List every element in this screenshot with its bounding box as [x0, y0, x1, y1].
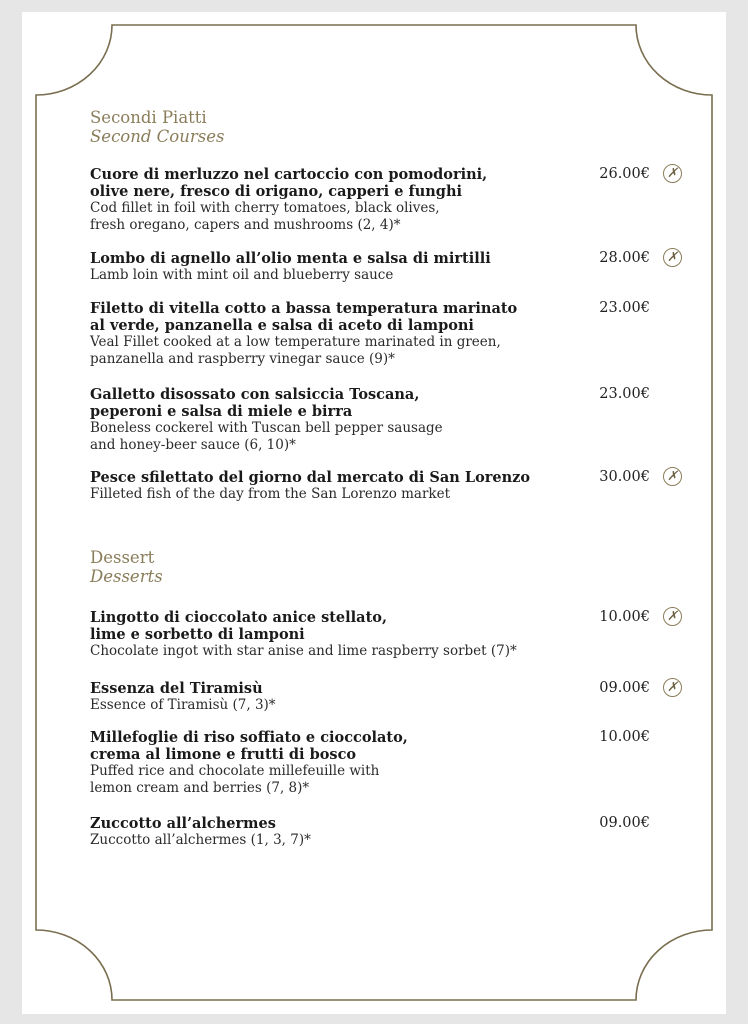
item-name: Pesce sfilettato del giorno dal mercato di San Lorenzo	[90, 469, 531, 486]
item-price: 09.00€	[599, 680, 650, 696]
item-description: and honey-beer sauce (6, 10)*	[90, 437, 296, 453]
item-name: Millefoglie di riso soffiato e cioccolato,	[90, 729, 408, 746]
item-description: lemon cream and berries (7, 8)*	[90, 780, 310, 796]
section-subtitle: Second Courses	[90, 127, 225, 146]
item-name: Galletto disossato con salsiccia Toscana,	[90, 386, 420, 403]
item-name: Lingotto di cioccolato anice stellato,	[90, 609, 387, 626]
item-description: panzanella and raspberry vinegar sauce (9)*	[90, 351, 395, 367]
item-price: 09.00€	[599, 815, 650, 831]
item-name: crema al limone e frutti di bosco	[90, 746, 357, 763]
item-description: Veal Fillet cooked at a low temperature marinated in green,	[90, 334, 501, 350]
item-description: Zuccotto all’alchermes (1, 3, 7)*	[90, 832, 311, 848]
menu-item	[90, 609, 690, 660]
menu-item	[90, 680, 690, 714]
crossed-wheat-icon: ✗	[663, 164, 682, 183]
section-subtitle: Desserts	[90, 567, 163, 586]
item-description: Puffed rice and chocolate millefeuille with	[90, 763, 380, 779]
item-name: Cuore di merluzzo nel cartoccio con pomodorini,	[90, 166, 488, 183]
section-title: Secondi Piatti	[90, 108, 207, 127]
crossed-wheat-icon: ✗	[663, 467, 682, 486]
item-price: 23.00€	[599, 386, 650, 402]
item-name: lime e sorbetto di lamponi	[90, 626, 305, 643]
crossed-wheat-icon: ✗	[663, 678, 682, 697]
item-name: Zuccotto all’alchermes	[90, 815, 276, 832]
item-price: 10.00€	[599, 609, 650, 625]
item-name: al verde, panzanella e salsa di aceto di lamponi	[90, 317, 474, 334]
item-name: peperoni e salsa di miele e birra	[90, 403, 353, 420]
menu-item	[90, 386, 690, 454]
crossed-wheat-icon: ✗	[663, 607, 682, 626]
section-heading	[90, 548, 163, 586]
section-heading	[90, 108, 224, 146]
item-description: Boneless cockerel with Tuscan bell pepper sausage	[90, 420, 443, 436]
menu-item	[90, 729, 690, 797]
item-description: Cod fillet in foil with cherry tomatoes, black olives,	[90, 200, 440, 216]
menu-item	[90, 815, 690, 849]
item-price: 10.00€	[599, 729, 650, 745]
menu-item	[90, 250, 690, 284]
item-description: Essence of Tiramisù (7, 3)*	[90, 697, 276, 713]
menu-item	[90, 166, 690, 234]
item-name: Lombo di agnello all’olio menta e salsa di mirtilli	[90, 250, 491, 267]
item-price: 30.00€	[599, 469, 650, 485]
item-name: olive nere, fresco di origano, capperi e funghi	[90, 183, 462, 200]
menu-item	[90, 300, 690, 368]
item-description: Lamb loin with mint oil and blueberry sauce	[90, 267, 394, 283]
item-price: 26.00€	[599, 166, 650, 182]
crossed-wheat-icon: ✗	[663, 248, 682, 267]
section-title: Dessert	[90, 548, 155, 567]
menu-item	[90, 469, 690, 503]
item-price: 28.00€	[599, 250, 650, 266]
item-name: Essenza del Tiramisù	[90, 680, 263, 697]
item-description: fresh oregano, capers and mushrooms (2, 4)*	[90, 217, 401, 233]
item-name: Filetto di vitella cotto a bassa temperatura marinato	[90, 300, 518, 317]
item-description: Chocolate ingot with star anise and lime raspberry sorbet (7)*	[90, 643, 517, 659]
item-description: Filleted fish of the day from the San Lorenzo market	[90, 486, 451, 502]
item-price: 23.00€	[599, 300, 650, 316]
